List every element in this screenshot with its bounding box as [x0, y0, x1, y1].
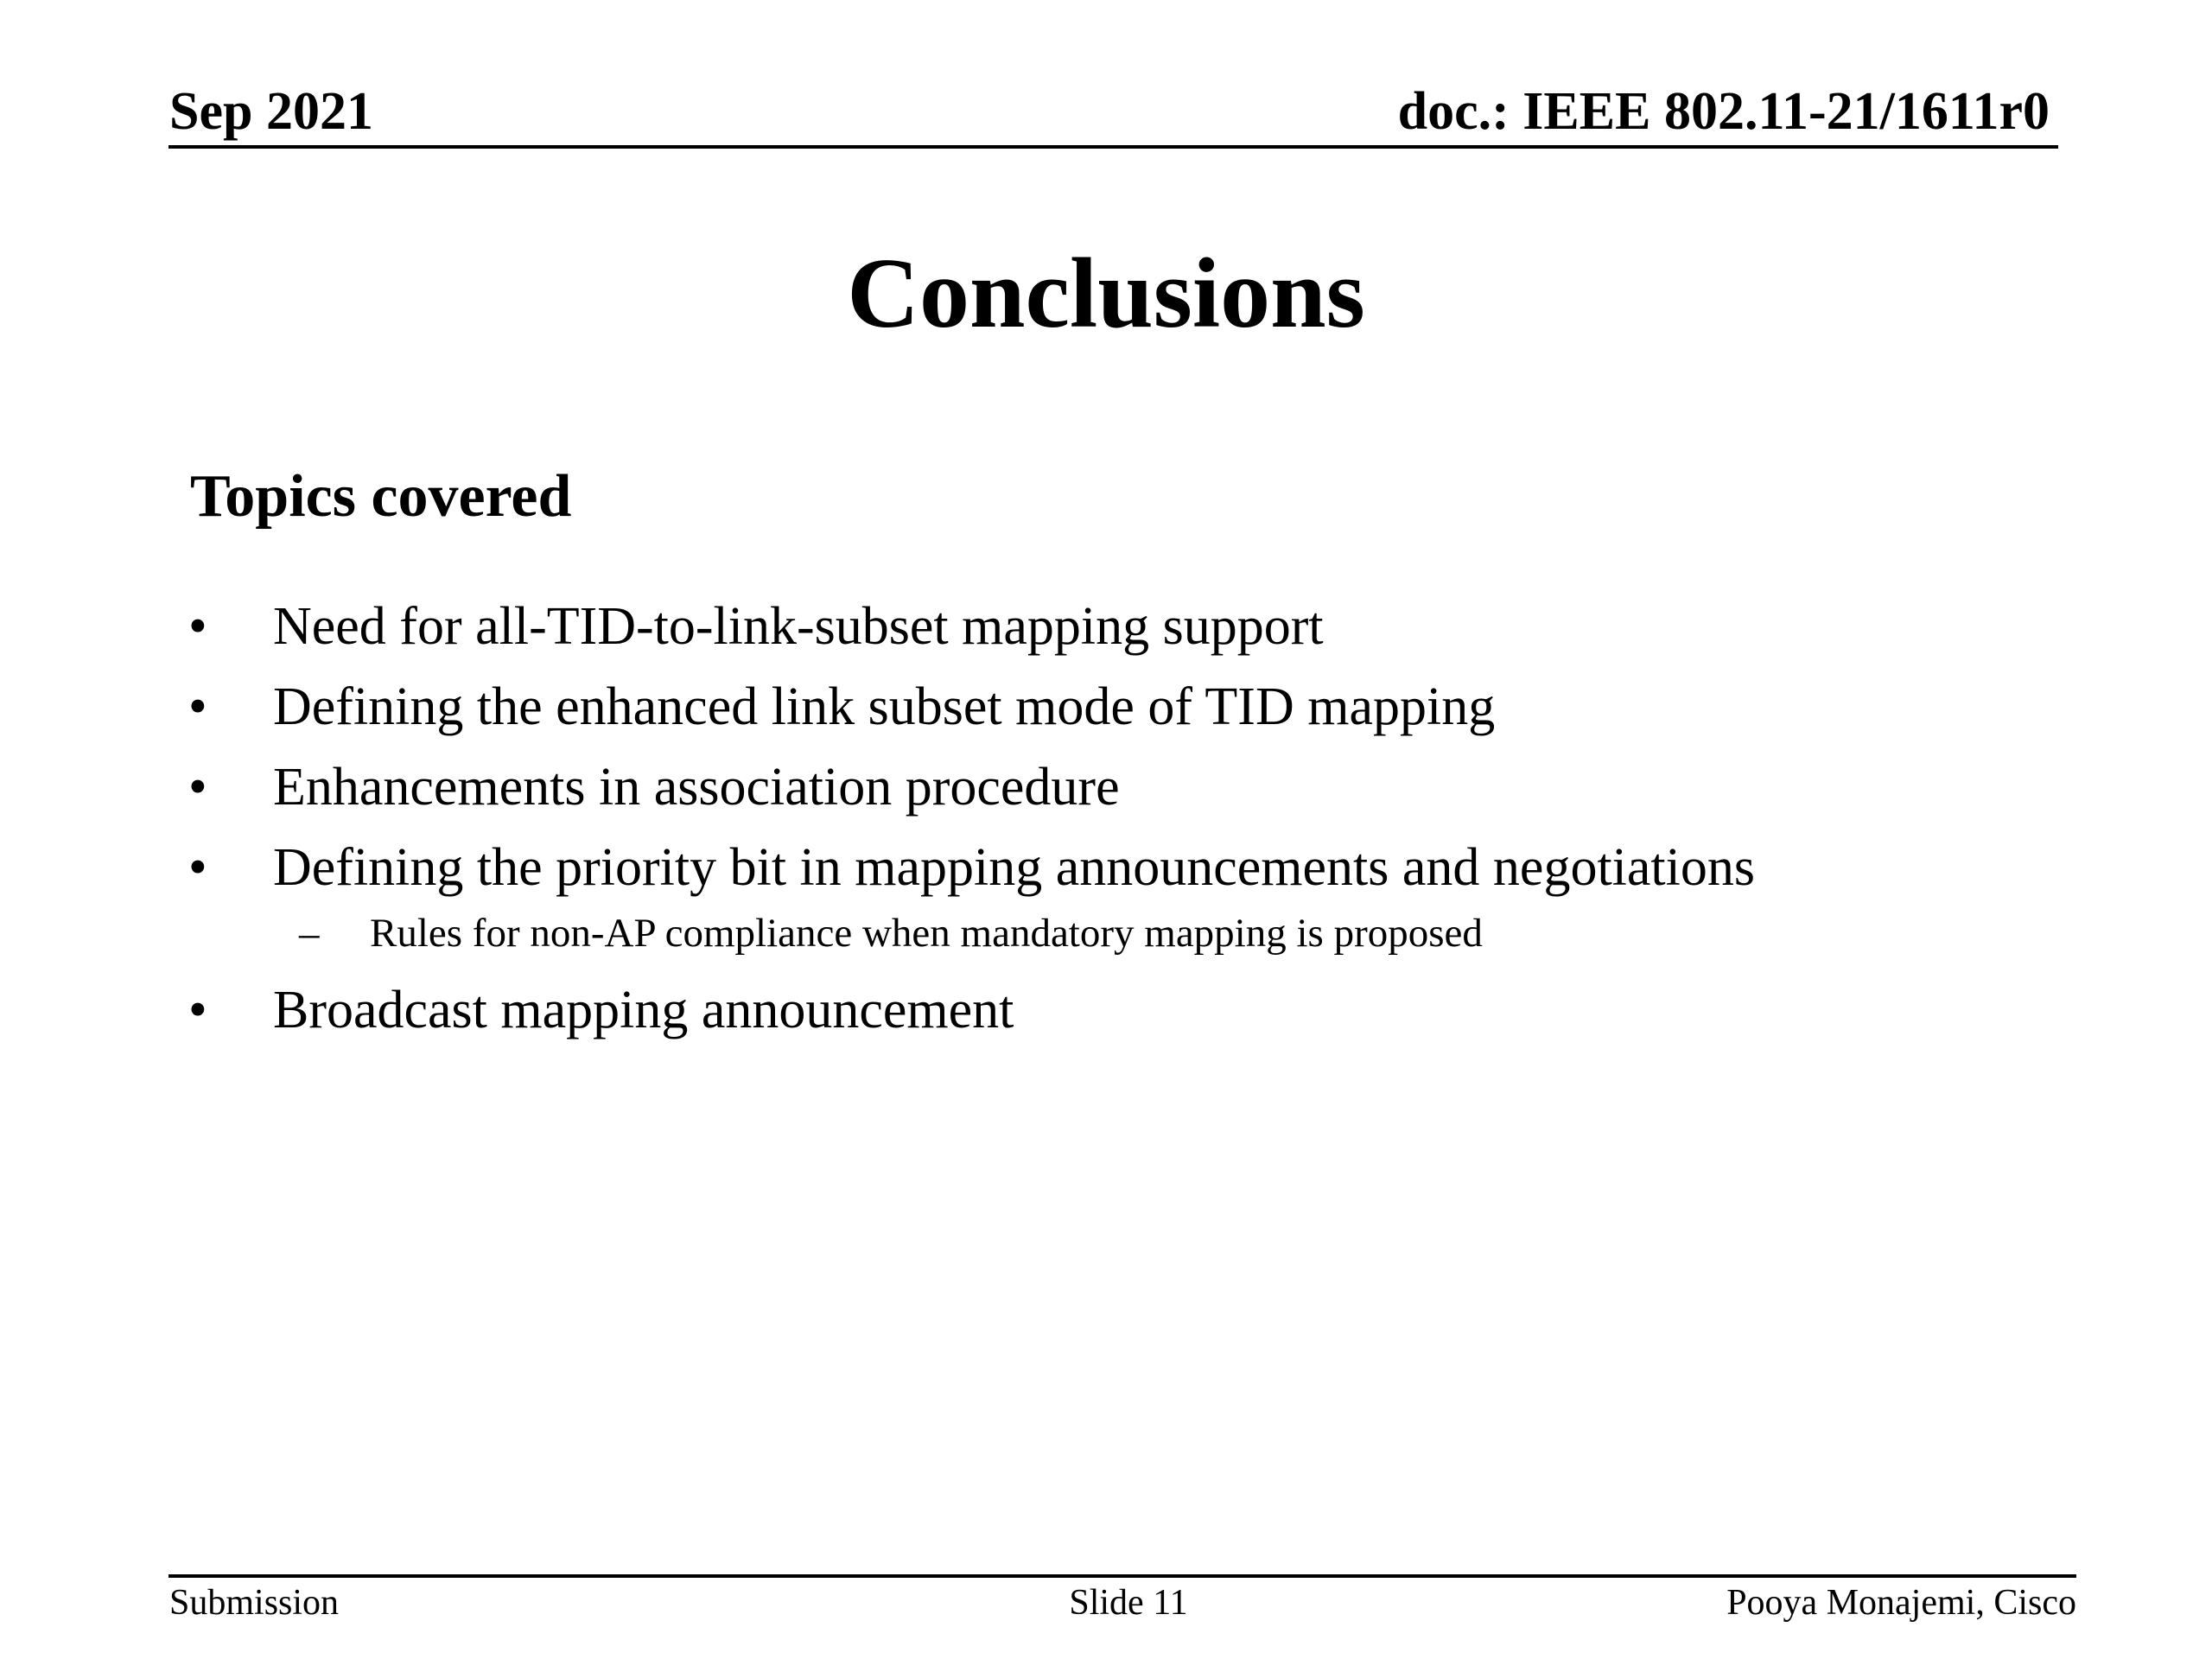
footer-submission: Submission	[169, 1583, 340, 1623]
sub-bullet-text: Rules for non-AP compliance when mandatory mapping is proposed	[370, 911, 1483, 956]
header-date: Sep 2021	[169, 82, 373, 141]
bullet-marker: •	[188, 758, 207, 817]
bullet-marker: •	[188, 981, 207, 1039]
bullet-marker: •	[188, 677, 207, 736]
footer-divider	[168, 1574, 2076, 1578]
header-doc-id: doc.: IEEE 802.11-21/1611r0	[1397, 82, 2050, 141]
bullet-marker: •	[188, 597, 207, 656]
footer-author: Pooya Monajemi, Cisco	[1726, 1583, 2076, 1623]
slide-title: Conclusions	[847, 238, 1365, 349]
footer-slide-number: Slide 11	[1069, 1583, 1188, 1623]
sub-bullet-marker: –	[299, 911, 320, 956]
bullet-text: Defining the enhanced link subset mode of TID mapping	[273, 677, 1496, 736]
section-heading: Topics covered	[190, 463, 572, 530]
bullet-text: Broadcast mapping announcement	[273, 981, 1014, 1039]
bullet-marker: •	[188, 838, 207, 897]
bullet-text: Need for all-TID-to-link-subset mapping support	[273, 597, 1324, 656]
header-divider	[168, 145, 2058, 149]
bullet-text: Defining the priority bit in mapping announcements and negotiations	[273, 838, 1755, 897]
bullet-text: Enhancements in association procedure	[273, 758, 1120, 817]
